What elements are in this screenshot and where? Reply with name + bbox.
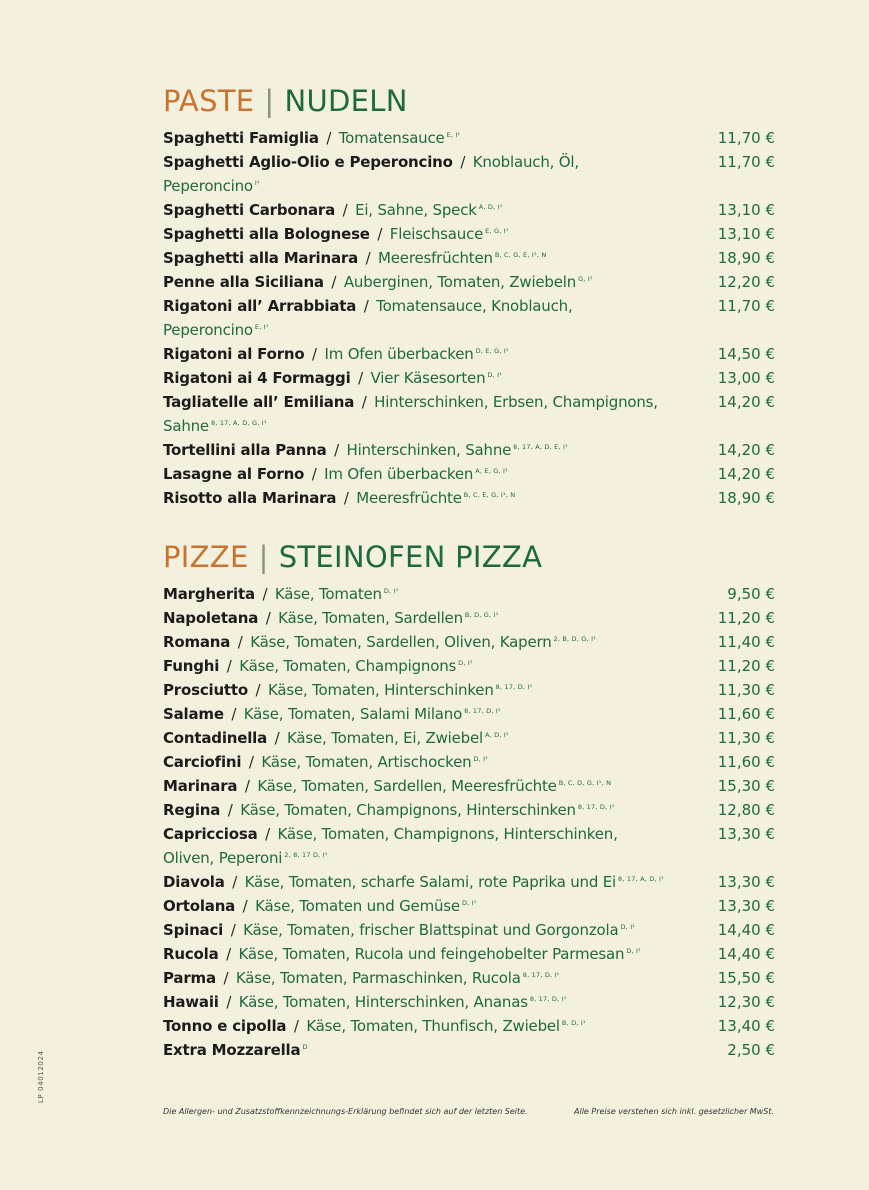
dish-ingredients: Käse, Tomaten, scharfe Salami, rote Paprika und Ei bbox=[244, 873, 617, 891]
name-separator: / bbox=[222, 657, 237, 675]
dish-ingredients: Käse, Tomaten bbox=[274, 585, 382, 603]
menu-item bbox=[163, 798, 775, 822]
menu-item bbox=[163, 1038, 775, 1062]
menu-item bbox=[163, 726, 775, 750]
dish-name: Parma bbox=[163, 969, 216, 987]
name-separator: / bbox=[244, 753, 259, 771]
dish-ingredients: Ei, Sahne, Speck bbox=[355, 201, 477, 219]
menu-item bbox=[163, 126, 775, 150]
menu-item bbox=[163, 942, 775, 966]
allergen-codes: I¹ bbox=[254, 179, 260, 187]
name-separator: / bbox=[372, 225, 387, 243]
dish-price: 14,40 € bbox=[717, 921, 775, 939]
menu-item bbox=[163, 990, 775, 1014]
menu-item bbox=[163, 654, 775, 678]
menu-item-description bbox=[163, 750, 705, 774]
menu-item-description bbox=[163, 990, 705, 1014]
menu-item-description bbox=[163, 1038, 705, 1062]
menu-item-description bbox=[163, 702, 705, 726]
dish-name: Diavola bbox=[163, 873, 225, 891]
allergen-codes: A, D, I¹ bbox=[478, 203, 503, 211]
dish-ingredients: Käse, Tomaten, Champignons bbox=[239, 657, 457, 675]
allergen-codes: A, E, G, I¹ bbox=[475, 467, 508, 475]
dish-name: Spaghetti Famiglia bbox=[163, 129, 319, 147]
name-separator: / bbox=[223, 801, 238, 819]
menu-item bbox=[163, 390, 775, 438]
menu-item bbox=[163, 366, 775, 390]
section-title-german: NUDELN bbox=[284, 84, 408, 118]
name-separator: / bbox=[359, 297, 374, 315]
menu-item-description bbox=[163, 486, 705, 510]
dish-ingredients: Käse, Tomaten, Sardellen, Meeresfrüchte bbox=[257, 777, 557, 795]
name-separator: / bbox=[218, 969, 233, 987]
name-separator: / bbox=[307, 465, 322, 483]
pasta-section-heading bbox=[163, 84, 408, 118]
menu-item-description bbox=[163, 126, 705, 150]
allergen-codes: D, I¹ bbox=[473, 755, 489, 763]
dish-ingredients: Käse, Tomaten, Sardellen, Oliven, Kapern bbox=[250, 633, 552, 651]
dish-ingredients: Käse, Tomaten, Thunfisch, Zwiebel bbox=[306, 1017, 560, 1035]
dish-ingredients: Käse, Tomaten, Artischocken bbox=[261, 753, 472, 771]
allergen-codes: D, E, G, I¹ bbox=[475, 347, 509, 355]
menu-item bbox=[163, 630, 775, 654]
dish-ingredients: Im Ofen überbacken bbox=[324, 345, 474, 363]
allergen-codes: 8, 17, A, D, E, I¹ bbox=[513, 443, 568, 451]
dish-ingredients: Fleischsauce bbox=[389, 225, 484, 243]
dish-ingredients: Im Ofen überbacken bbox=[324, 465, 474, 483]
menu-item bbox=[163, 774, 775, 798]
dish-name: Contadinella bbox=[163, 729, 268, 747]
allergen-codes: 8, 17, D, I¹ bbox=[495, 683, 533, 691]
name-separator: / bbox=[353, 369, 368, 387]
menu-item-description bbox=[163, 726, 705, 750]
menu-item bbox=[163, 462, 775, 486]
dish-name: Tortellini alla Panna bbox=[163, 441, 327, 459]
heading-separator: | bbox=[258, 540, 269, 574]
dish-ingredients: Käse, Tomaten, Hinterschinken, Ananas bbox=[238, 993, 528, 1011]
allergen-codes: D, I¹ bbox=[620, 923, 636, 931]
name-separator: / bbox=[250, 681, 265, 699]
dish-ingredients: Käse, Tomaten, Ei, Zwiebel bbox=[287, 729, 483, 747]
dish-ingredients: Auberginen, Tomaten, Zwiebeln bbox=[343, 273, 577, 291]
dish-ingredients: Käse, Tomaten, Sardellen bbox=[278, 609, 463, 627]
allergen-codes: 8, 17, A, D, G, I¹ bbox=[210, 419, 267, 427]
dish-price: 11,30 € bbox=[717, 729, 775, 747]
pizza-section-heading bbox=[163, 540, 542, 574]
name-separator: / bbox=[289, 1017, 304, 1035]
menu-item bbox=[163, 438, 775, 462]
menu-item-description bbox=[163, 630, 705, 654]
allergen-codes: 8, 17, D, I¹ bbox=[464, 707, 501, 715]
allergen-codes: B, C, G, E, I¹, N bbox=[494, 251, 547, 259]
dish-price: 13,10 € bbox=[717, 201, 775, 219]
dish-ingredients: Hinterschinken, Erbsen, Champignons, Sahne bbox=[163, 393, 658, 435]
allergen-codes: E, I¹ bbox=[446, 131, 461, 139]
allergen-codes: D, I¹ bbox=[458, 659, 473, 667]
dish-name: Extra Mozzarella bbox=[163, 1041, 301, 1059]
dish-ingredients: Käse, Tomaten, Hinterschinken bbox=[267, 681, 494, 699]
dish-price: 14,50 € bbox=[717, 345, 775, 363]
dish-name: Spaghetti alla Marinara bbox=[163, 249, 359, 267]
dish-price: 14,20 € bbox=[717, 393, 775, 411]
dish-ingredients: Meeresfrüchte bbox=[356, 489, 462, 507]
allergen-codes: D, I¹ bbox=[461, 899, 477, 907]
allergen-codes: D bbox=[302, 1043, 308, 1051]
menu-item bbox=[163, 198, 775, 222]
menu-item bbox=[163, 1014, 775, 1038]
allergen-codes: 2, 8, 17 D, I¹ bbox=[284, 851, 328, 859]
menu-item-description bbox=[163, 582, 705, 606]
dish-price: 9,50 € bbox=[727, 585, 775, 603]
dish-price: 13,10 € bbox=[717, 225, 775, 243]
allergen-codes: 8, 17, D, I¹ bbox=[577, 803, 615, 811]
menu-item-description bbox=[163, 390, 705, 438]
dish-name: Margherita bbox=[163, 585, 255, 603]
menu-item bbox=[163, 606, 775, 630]
menu-item-description bbox=[163, 798, 705, 822]
dish-ingredients: Käse, Tomaten und Gemüse bbox=[255, 897, 460, 915]
menu-item bbox=[163, 750, 775, 774]
section-title-italian: PASTE bbox=[163, 84, 255, 118]
menu-item-description bbox=[163, 870, 705, 894]
dish-name: Salame bbox=[163, 705, 224, 723]
allergen-codes: A, D, I¹ bbox=[484, 731, 509, 739]
menu-item bbox=[163, 294, 775, 342]
allergen-codes: G, I¹ bbox=[578, 275, 593, 283]
pasta-menu-list bbox=[163, 126, 775, 510]
dish-name: Spaghetti alla Bolognese bbox=[163, 225, 370, 243]
allergen-codes: E, I¹ bbox=[254, 323, 269, 331]
dish-name: Rucola bbox=[163, 945, 219, 963]
dish-price: 13,30 € bbox=[717, 825, 775, 843]
dish-name: Lasagne al Forno bbox=[163, 465, 305, 483]
name-separator: / bbox=[338, 201, 353, 219]
menu-item bbox=[163, 270, 775, 294]
menu-item-description bbox=[163, 942, 705, 966]
dish-price: 11,70 € bbox=[717, 129, 775, 147]
dish-price: 12,80 € bbox=[717, 801, 775, 819]
dish-name: Risotto alla Marinara bbox=[163, 489, 337, 507]
menu-item bbox=[163, 702, 775, 726]
dish-price: 15,30 € bbox=[717, 777, 775, 795]
allergen-codes: D, I¹ bbox=[383, 587, 399, 595]
menu-item bbox=[163, 222, 775, 246]
dish-name: Napoletana bbox=[163, 609, 259, 627]
menu-item-description bbox=[163, 822, 705, 870]
dish-price: 11,60 € bbox=[717, 753, 775, 771]
name-separator: / bbox=[329, 441, 344, 459]
dish-price: 13,30 € bbox=[717, 897, 775, 915]
name-separator: / bbox=[270, 729, 285, 747]
menu-item-description bbox=[163, 894, 705, 918]
name-separator: / bbox=[361, 249, 376, 267]
dish-name: Romana bbox=[163, 633, 231, 651]
dish-ingredients: Hinterschinken, Sahne bbox=[346, 441, 512, 459]
dish-price: 11,70 € bbox=[717, 297, 775, 315]
menu-item bbox=[163, 678, 775, 702]
menu-item bbox=[163, 918, 775, 942]
dish-name: Capricciosa bbox=[163, 825, 258, 843]
menu-item bbox=[163, 246, 775, 270]
allergen-codes: B, C, E, G, I¹, N bbox=[463, 491, 516, 499]
dish-ingredients: Tomatensauce, Knoblauch, Peperoncino bbox=[163, 297, 573, 339]
allergen-codes: 8, 17, A, D, I¹ bbox=[618, 875, 664, 883]
dish-price: 11,30 € bbox=[717, 681, 775, 699]
dish-price: 11,20 € bbox=[717, 657, 775, 675]
menu-item-description bbox=[163, 918, 705, 942]
dish-price: 14,20 € bbox=[717, 465, 775, 483]
name-separator: / bbox=[455, 153, 470, 171]
allergen-codes: B, D, G, I¹ bbox=[464, 611, 499, 619]
heading-separator: | bbox=[264, 84, 275, 118]
dish-name: Spinaci bbox=[163, 921, 224, 939]
dish-price: 11,70 € bbox=[717, 153, 775, 171]
section-title-italian: PIZZE bbox=[163, 540, 249, 574]
menu-item bbox=[163, 822, 775, 870]
name-separator: / bbox=[226, 921, 241, 939]
name-separator: / bbox=[226, 705, 241, 723]
dish-name: Tonno e cipolla bbox=[163, 1017, 287, 1035]
menu-item-description bbox=[163, 462, 705, 486]
dish-ingredients: Vier Käsesorten bbox=[370, 369, 486, 387]
dish-price: 14,40 € bbox=[717, 945, 775, 963]
menu-item-description bbox=[163, 222, 705, 246]
menu-item-description bbox=[163, 150, 705, 198]
menu-item-description bbox=[163, 966, 705, 990]
menu-item-description bbox=[163, 246, 705, 270]
dish-name: Ortolana bbox=[163, 897, 236, 915]
menu-item-description bbox=[163, 270, 705, 294]
print-code: LP 04012024 bbox=[37, 1050, 45, 1103]
menu-item-description bbox=[163, 366, 705, 390]
dish-name: Spaghetti Aglio-Olio e Peperoncino bbox=[163, 153, 453, 171]
dish-ingredients: Tomatensauce bbox=[338, 129, 445, 147]
dish-ingredients: Käse, Tomaten, Champignons, Hinterschinken, Oliven, Peperoni bbox=[163, 825, 618, 867]
section-title-german: STEINOFEN PIZZA bbox=[278, 540, 543, 574]
menu-item-description bbox=[163, 606, 705, 630]
dish-price: 11,20 € bbox=[717, 609, 775, 627]
dish-ingredients: Käse, Tomaten, Parmaschinken, Rucola bbox=[235, 969, 521, 987]
price-note: Alle Preise verstehen sich inkl. gesetzlicher MwSt. bbox=[574, 1107, 774, 1116]
allergen-codes: D, I¹ bbox=[626, 947, 641, 955]
menu-item bbox=[163, 870, 775, 894]
dish-price: 12,20 € bbox=[717, 273, 775, 291]
dish-name: Spaghetti Carbonara bbox=[163, 201, 336, 219]
name-separator: / bbox=[221, 945, 236, 963]
menu-item bbox=[163, 966, 775, 990]
dish-price: 13,30 € bbox=[717, 873, 775, 891]
menu-item-description bbox=[163, 654, 705, 678]
dish-name: Funghi bbox=[163, 657, 220, 675]
dish-price: 15,50 € bbox=[717, 969, 775, 987]
allergen-codes: 8, 17, D, I¹ bbox=[522, 971, 560, 979]
name-separator: / bbox=[238, 897, 253, 915]
allergen-codes: 2, B, D, G, I¹ bbox=[553, 635, 596, 643]
dish-name: Penne alla Siciliana bbox=[163, 273, 324, 291]
dish-name: Rigatoni al Forno bbox=[163, 345, 305, 363]
dish-name: Hawaii bbox=[163, 993, 219, 1011]
dish-ingredients: Meeresfrüchten bbox=[378, 249, 493, 267]
dish-ingredients: Käse, Tomaten, frischer Blattspinat und Gorgonzola bbox=[243, 921, 619, 939]
name-separator: / bbox=[326, 273, 341, 291]
dish-name: Carciofini bbox=[163, 753, 242, 771]
menu-item-description bbox=[163, 294, 705, 342]
name-separator: / bbox=[321, 129, 336, 147]
dish-name: Marinara bbox=[163, 777, 238, 795]
allergen-codes: B, D, I¹ bbox=[561, 1019, 586, 1027]
dish-price: 14,20 € bbox=[717, 441, 775, 459]
dish-price: 11,40 € bbox=[717, 633, 775, 651]
dish-name: Rigatoni all’ Arrabbiata bbox=[163, 297, 357, 315]
dish-price: 12,30 € bbox=[717, 993, 775, 1011]
dish-price: 2,50 € bbox=[727, 1041, 775, 1059]
pizza-menu-list bbox=[163, 582, 775, 1062]
dish-price: 13,40 € bbox=[717, 1017, 775, 1035]
menu-item-description bbox=[163, 678, 705, 702]
dish-name: Rigatoni ai 4 Formaggi bbox=[163, 369, 351, 387]
menu-item bbox=[163, 342, 775, 366]
menu-item-description bbox=[163, 1014, 705, 1038]
name-separator: / bbox=[339, 489, 354, 507]
dish-price: 13,00 € bbox=[717, 369, 775, 387]
name-separator: / bbox=[227, 873, 242, 891]
allergen-codes: B, C, D, G, I¹, N bbox=[558, 779, 612, 787]
menu-item bbox=[163, 486, 775, 510]
dish-name: Tagliatelle all’ Emiliana bbox=[163, 393, 355, 411]
menu-item bbox=[163, 894, 775, 918]
name-separator: / bbox=[260, 825, 275, 843]
name-separator: / bbox=[257, 585, 272, 603]
name-separator: / bbox=[240, 777, 255, 795]
menu-item bbox=[163, 150, 775, 198]
menu-item-description bbox=[163, 342, 705, 366]
dish-ingredients: Käse, Tomaten, Rucola und feingehobelter Parmesan bbox=[238, 945, 625, 963]
allergen-codes: E, G, I¹ bbox=[485, 227, 509, 235]
dish-price: 18,90 € bbox=[717, 249, 775, 267]
dish-name: Regina bbox=[163, 801, 221, 819]
dish-name: Prosciutto bbox=[163, 681, 248, 699]
menu-item bbox=[163, 582, 775, 606]
name-separator: / bbox=[357, 393, 372, 411]
allergen-note: Die Allergen- und Zusatzstoffkennzeichnungs-Erklärung befindet sich auf der letzten Seite. bbox=[163, 1107, 528, 1116]
dish-ingredients: Knoblauch, Öl, Peperoncino bbox=[163, 153, 579, 195]
allergen-codes: D, I¹ bbox=[487, 371, 503, 379]
name-separator: / bbox=[233, 633, 248, 651]
dish-ingredients: Käse, Tomaten, Salami Milano bbox=[243, 705, 463, 723]
dish-price: 11,60 € bbox=[717, 705, 775, 723]
dish-price: 18,90 € bbox=[717, 489, 775, 507]
menu-item-description bbox=[163, 438, 705, 462]
name-separator: / bbox=[261, 609, 276, 627]
name-separator: / bbox=[221, 993, 236, 1011]
menu-item-description bbox=[163, 198, 705, 222]
allergen-codes: 8, 17, D, I¹ bbox=[529, 995, 567, 1003]
dish-ingredients: Käse, Tomaten, Champignons, Hinterschinken bbox=[240, 801, 576, 819]
menu-item-description bbox=[163, 774, 705, 798]
name-separator: / bbox=[307, 345, 322, 363]
